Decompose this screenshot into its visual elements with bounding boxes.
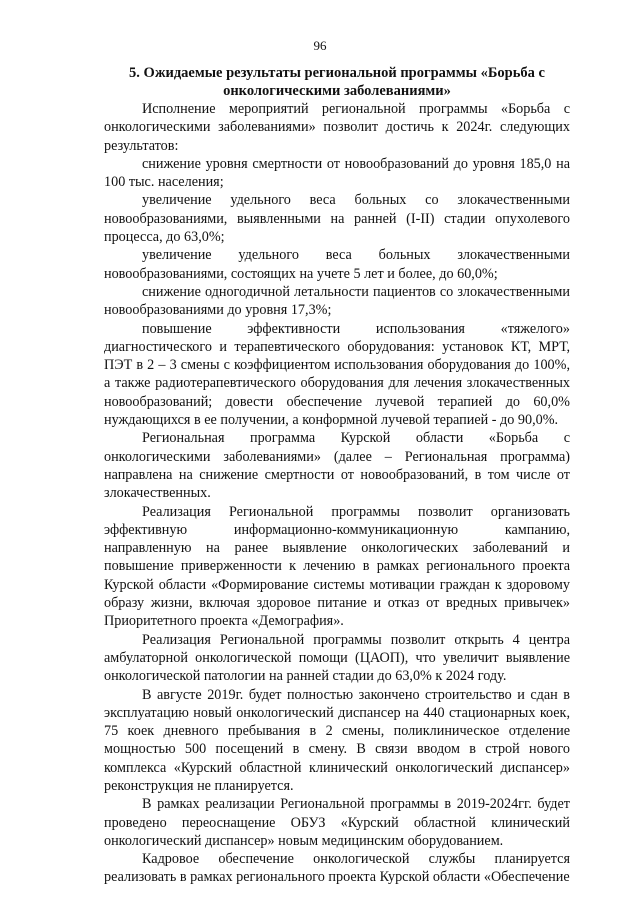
paragraph-campaign: Реализация Региональной программы позволит организовать эффективную информационно-коммуникационную кампанию, направленную на ранее выявление онкологических заболеваний и повышение приверженности к лечению в рамках регионального проекта Курской области «Формирование системы мотивации граждан к здоровому образу жизни, включая здоровое питание и отказ от вредных привычек» Приоритетного проекта «Демография». xyxy=(104,503,570,630)
result-item-early-detection: увеличение удельного веса больных со злокачественными новообразованиями, выявленными на ранней (I-II) стадии опухолевого процесса, до 63,0%; xyxy=(104,192,570,246)
page-content xyxy=(104,64,570,887)
paragraph-reequipment: В рамках реализации Региональной программы в 2019-2024гг. будет проведено переоснащение ОБУЗ «Курский областной клинический онкологический диспансер» новым медицинским оборудованием. xyxy=(104,796,570,849)
result-item-lethality: снижение одногодичной летальности пациентов со злокачественными новообразованиями до уровня 17,3%; xyxy=(104,283,570,319)
result-item-equipment: повышение эффективности использования «тяжелого» диагностического и терапевтического оборудования: установок КТ, МРТ, ПЭТ в 2 – 3 смены с коэффициентом использования оборудования до 100%, а также радиотерапевтического оборудования для лечения злокачественных новообразований; довести обеспечение лучевой терапией до 60,0% нуждающихся в ее получении, а конформной лучевой терапией - до 90,0%. xyxy=(104,320,570,429)
section-heading: 5. Ожидаемые результаты региональной программы «Борьба с онкологическими заболеваниями» xyxy=(129,65,545,99)
result-item-five-year: увеличение удельного веса больных злокачественными новообразованиями, состоящих на учете 5 лет и более, до 60,0%; xyxy=(104,247,570,282)
result-item-mortality: снижение уровня смертности от новообразований до уровня 185,0 на 100 тыс. населения; xyxy=(104,155,570,191)
paragraph-staffing: Кадровое обеспечение онкологической службы планируется реализовать в рамках регионального проекта Курской области «Обеспечение xyxy=(104,851,570,886)
paragraph-intro: Исполнение мероприятий региональной программы «Борьба с онкологическими заболеваниями» позволит достичь к 2024г. следующих результатов: xyxy=(104,101,570,154)
paragraph-program-goal: Региональная программа Курской области «Борьба с онкологическими заболеваниями» (далее – Региональная программа) направлена на снижение смертности от новообразований, в том числе от злокачественных. xyxy=(104,430,570,502)
paragraph-caop: Реализация Региональной программы позволит открыть 4 центра амбулаторной онкологической помощи (ЦАОП), что увеличит выявление онкологической патологии на ранней стадии до 63,0% к 2024 году. xyxy=(104,631,570,685)
page-number: 96 xyxy=(313,38,327,53)
paragraph-dispensary: В августе 2019г. будет полностью закончено строительство и сдан в эксплуатацию новый онкологический диспансер на 440 стационарных коек, 75 коек дневного пребывания в 2 смены, поликлиническое отделение мощностью 500 посещений в смену. В связи вводом в строй нового комплекса «Курский областной клинический онкологический диспансер» реконструкция не планируется. xyxy=(104,686,570,794)
